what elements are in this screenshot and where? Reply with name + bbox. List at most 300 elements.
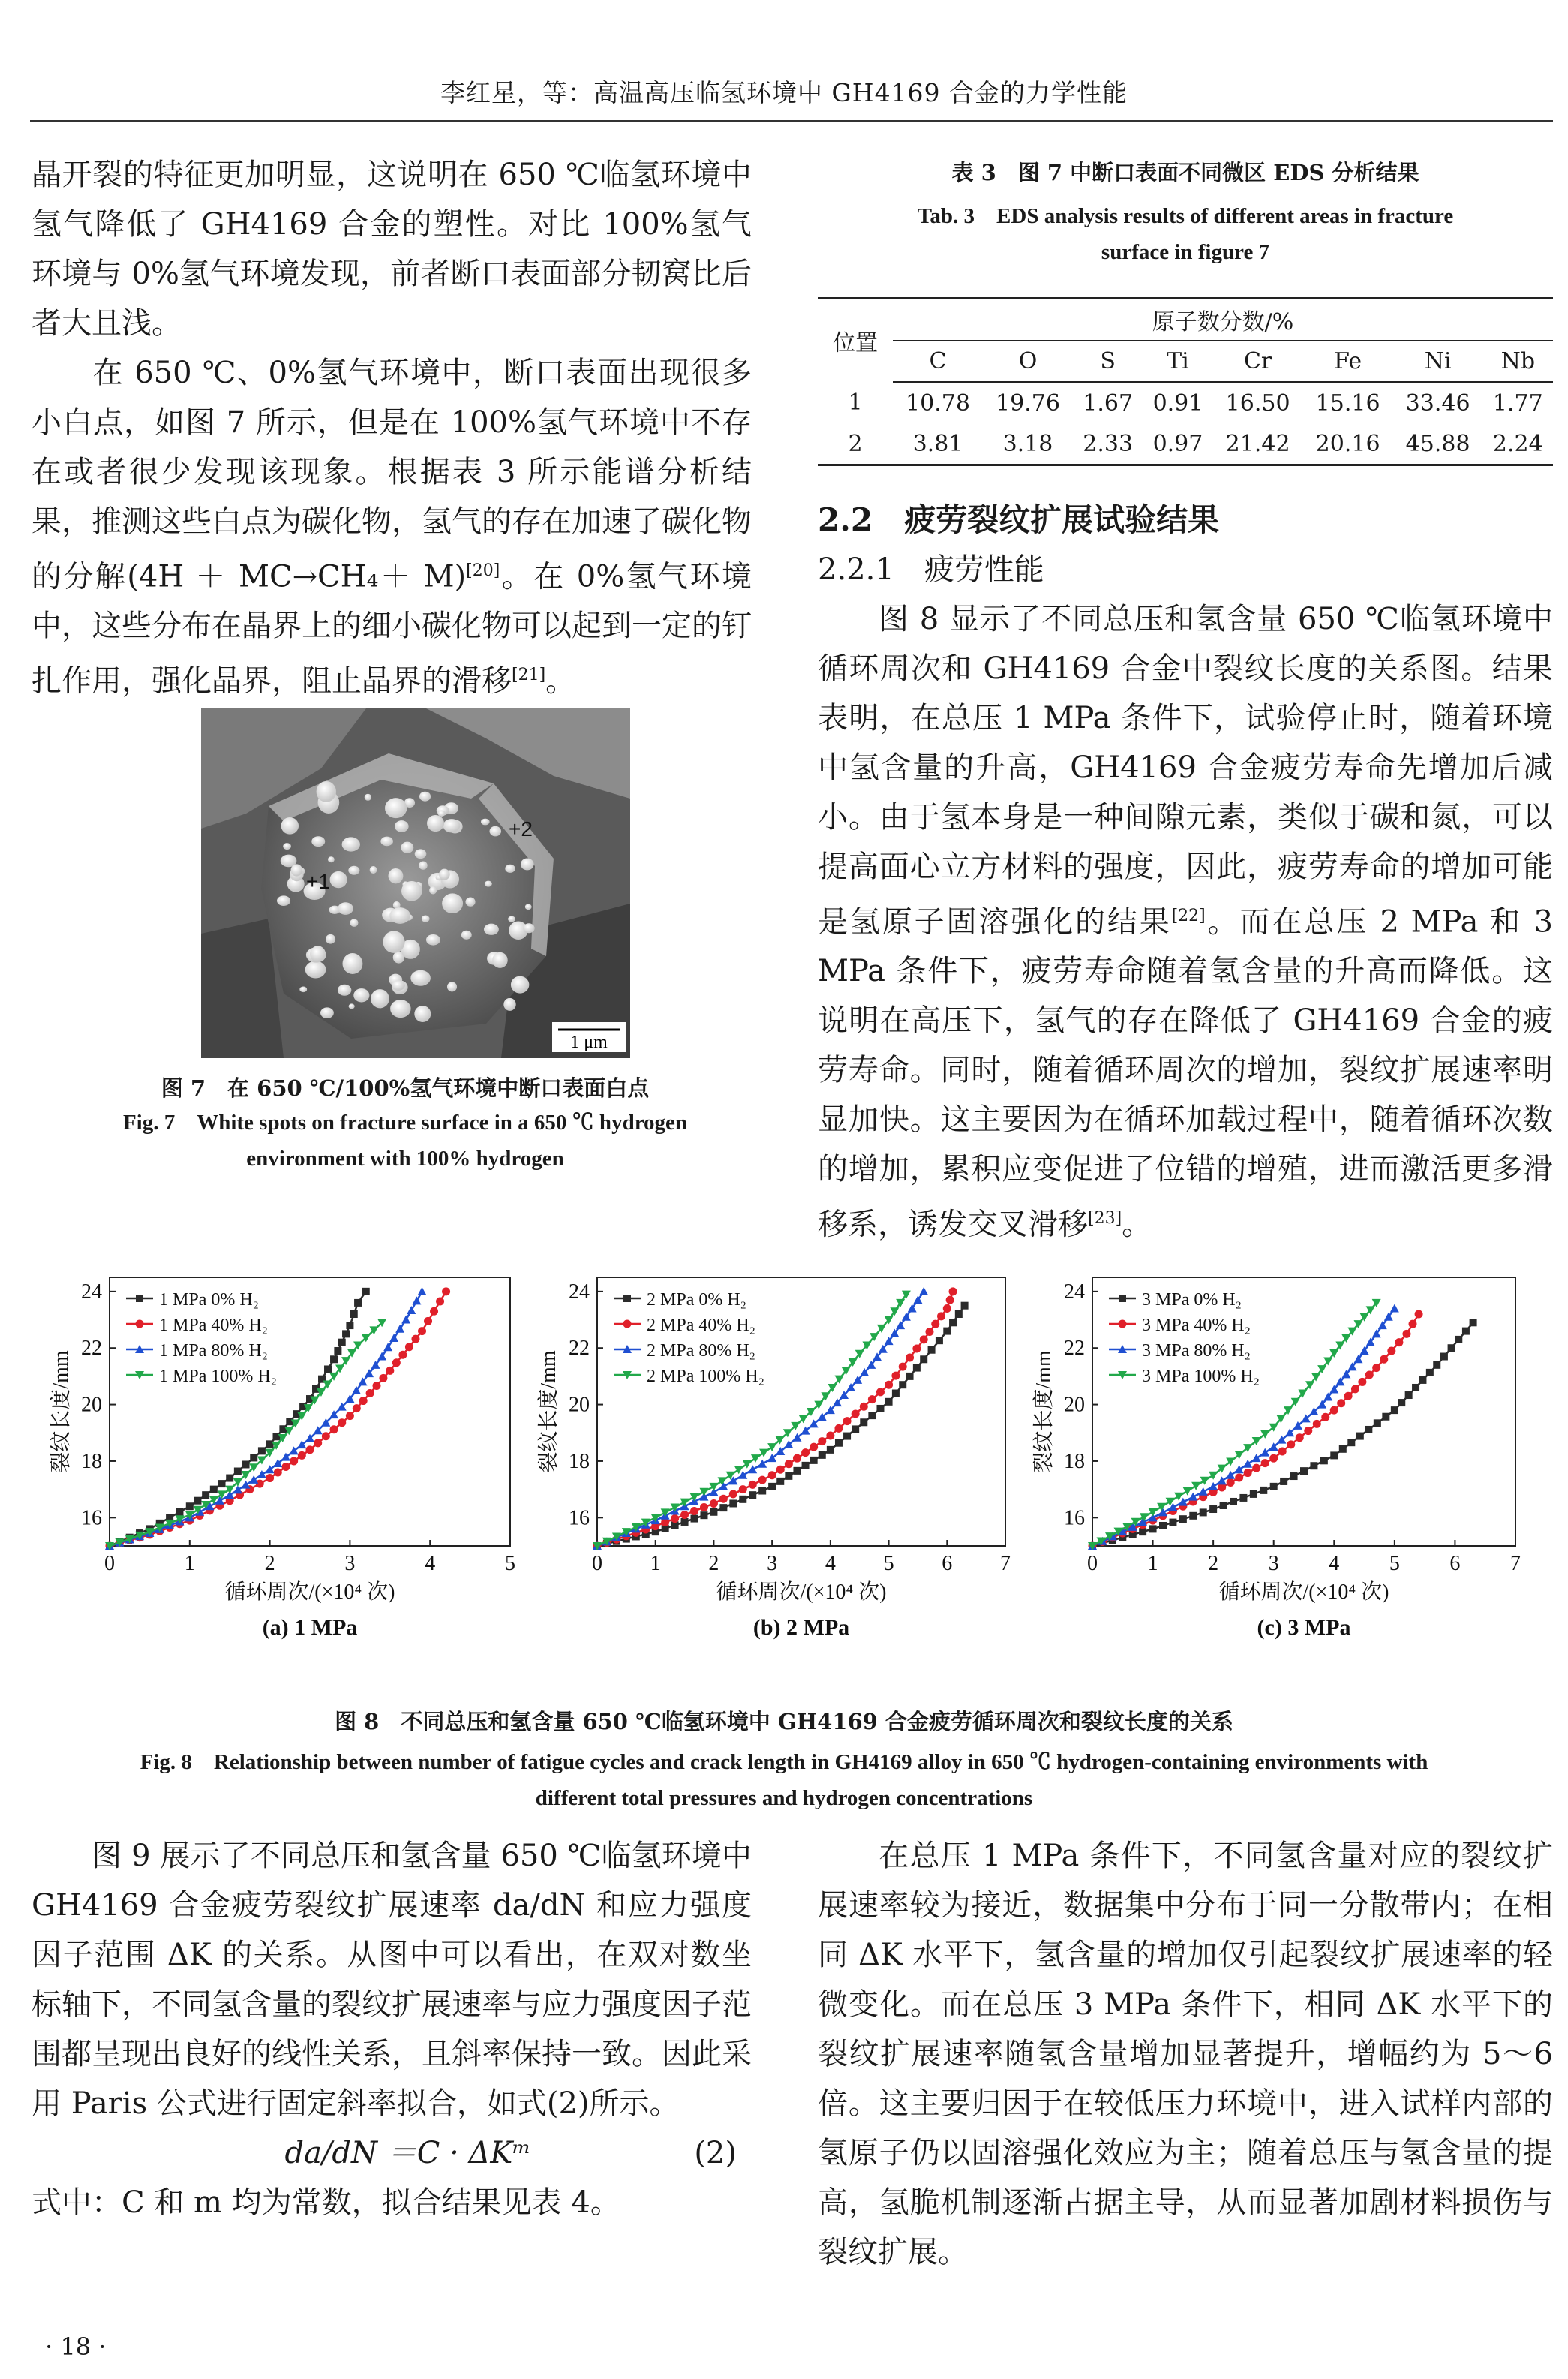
white-spot — [380, 837, 393, 847]
data-point — [242, 1460, 250, 1468]
table-cell: 10.78 — [906, 389, 970, 417]
x-tick-label: 2 — [1208, 1552, 1219, 1575]
x-tick-label: 7 — [1000, 1552, 1011, 1575]
data-point — [906, 1373, 914, 1380]
y-tick-label: 16 — [569, 1506, 590, 1530]
data-point — [1365, 1426, 1372, 1433]
data-point — [827, 1446, 834, 1454]
data-point — [1158, 1508, 1167, 1516]
white-spot — [317, 781, 337, 802]
data-point — [729, 1490, 737, 1498]
data-point — [758, 1460, 767, 1468]
data-point — [810, 1443, 818, 1451]
white-spot — [447, 982, 457, 991]
data-point — [1358, 1378, 1366, 1386]
fig7-caption-zh: 图 7 在 650 ℃/100%氢气环境中断口表面白点 — [161, 1075, 650, 1101]
data-point — [1179, 1498, 1188, 1506]
data-point — [1261, 1459, 1269, 1467]
data-point — [334, 1347, 341, 1355]
data-point — [233, 1485, 242, 1493]
data-point — [1409, 1320, 1417, 1328]
data-point — [802, 1462, 810, 1469]
data-point — [793, 1454, 801, 1463]
data-point — [719, 1482, 728, 1490]
data-point — [1119, 1295, 1126, 1302]
chart-b — [533, 1246, 1028, 1689]
data-point — [912, 1344, 921, 1352]
section-heading: 2.2 疲劳裂纹扩展试验结果 — [818, 501, 1220, 538]
table3-caption-en-2: surface in figure 7 — [1101, 240, 1270, 264]
data-point — [1310, 1462, 1317, 1469]
data-point — [1440, 1353, 1448, 1361]
position-header: 位置 — [833, 330, 878, 356]
data-point — [768, 1471, 776, 1479]
paragraph: 晶开裂的特征更加明显，这说明在 650 ℃临氢环境中氢气降低了 GH4169 合金的塑性。对比 100%氢气环境与 0%氢气环境发现，前者断口表面部分韧窝比后者大且浅。 — [32, 158, 752, 341]
data-point — [176, 1508, 183, 1516]
data-point — [362, 1288, 370, 1295]
data-point — [1159, 1522, 1167, 1529]
y-tick-label: 20 — [81, 1393, 102, 1417]
data-point — [1419, 1376, 1426, 1384]
data-point — [1287, 1440, 1295, 1448]
data-point — [1412, 1384, 1419, 1391]
data-point — [1337, 1399, 1345, 1407]
data-point — [1189, 1512, 1197, 1520]
data-point — [1235, 1465, 1244, 1473]
table-cell: 1.77 — [1492, 389, 1543, 417]
table-cell: 0.91 — [1152, 389, 1203, 417]
white-spot — [465, 898, 475, 907]
x-tick-label: 1 — [184, 1552, 195, 1575]
data-point — [1243, 1460, 1252, 1468]
data-point — [671, 1514, 679, 1523]
x-tick-label: 3 — [767, 1552, 778, 1575]
x-tick-label: 3 — [344, 1552, 356, 1575]
white-spot — [439, 869, 450, 880]
data-point — [776, 1466, 785, 1474]
data-point — [411, 1335, 419, 1343]
table-cell: 20.16 — [1303, 423, 1393, 465]
data-point — [430, 1307, 438, 1316]
right-column-top — [818, 495, 1553, 1250]
data-point — [700, 1511, 707, 1519]
data-point — [249, 1475, 258, 1484]
data-point — [324, 1365, 332, 1373]
element-header: Cr — [1213, 341, 1303, 383]
data-point — [405, 1343, 413, 1351]
data-point — [758, 1487, 766, 1495]
table-row — [818, 423, 1553, 465]
fig8-caption-en: Fig. 8 Relationship between number of fatigue cycles and crack length in GH4169 alloy in 650 ℃ hydrogen-containing environments with — [140, 1750, 1428, 1774]
data-point — [1448, 1344, 1455, 1352]
white-spot — [427, 815, 444, 832]
data-point — [1321, 1413, 1329, 1421]
data-point — [1300, 1467, 1308, 1475]
sem-image — [201, 708, 630, 1058]
data-point — [373, 1382, 381, 1390]
data-point — [1402, 1330, 1410, 1338]
sem-micrograph — [201, 708, 630, 1058]
data-point — [1239, 1494, 1247, 1502]
data-point — [1169, 1519, 1176, 1526]
scale-bar-label: 1 μm — [570, 1033, 608, 1052]
data-point — [398, 1351, 407, 1359]
x-tick-label: 0 — [104, 1552, 115, 1575]
data-point — [218, 1480, 226, 1487]
data-point — [1462, 1328, 1470, 1335]
x-tick-label: 5 — [883, 1552, 894, 1575]
white-spot — [395, 820, 409, 832]
white-spot — [353, 988, 369, 1002]
legend-label: 1 MPa 40% H₂ — [159, 1316, 269, 1335]
white-spot — [328, 856, 335, 862]
data-point — [1347, 1439, 1355, 1446]
data-point — [719, 1495, 728, 1503]
data-point — [412, 1296, 421, 1304]
data-point — [868, 1412, 876, 1419]
white-spot — [422, 915, 430, 922]
table-cell: 45.88 — [1393, 423, 1483, 465]
data-point — [234, 1468, 242, 1475]
y-tick-label: 22 — [569, 1337, 590, 1361]
table3-caption-zh: 表 3 图 7 中断口表面不同微区 EDS 分析结果 — [951, 160, 1419, 185]
white-spot — [320, 1007, 334, 1018]
data-point — [1250, 1490, 1257, 1498]
data-point — [885, 1381, 893, 1389]
fig8-caption-en-2: different total pressures and hydrogen concentrations — [535, 1786, 1033, 1810]
data-point — [1426, 1369, 1434, 1376]
data-point — [379, 1374, 387, 1382]
white-spot — [508, 916, 515, 922]
data-point — [353, 1404, 361, 1412]
data-point — [925, 1328, 933, 1336]
data-point — [1330, 1406, 1338, 1415]
table-cell: 16.50 — [1225, 389, 1290, 417]
y-tick-label: 22 — [81, 1337, 102, 1361]
equation: da/dN ＝C · ΔKᵐ — [284, 2136, 531, 2170]
page-number: · 18 · — [45, 2332, 107, 2361]
series-line — [1092, 1303, 1377, 1546]
data-point — [338, 1339, 346, 1346]
x-axis-label: 循环周次/(×10⁴ 次) — [716, 1580, 887, 1604]
data-point — [1433, 1361, 1440, 1369]
white-spot — [492, 952, 508, 968]
x-tick-label: 4 — [1329, 1552, 1340, 1575]
data-point — [1244, 1469, 1252, 1477]
data-point — [1183, 1487, 1192, 1496]
data-point — [810, 1457, 818, 1464]
table3 — [818, 297, 1553, 466]
white-spot — [330, 871, 347, 888]
data-point — [194, 1497, 201, 1505]
data-point — [386, 1367, 394, 1375]
x-tick-label: 1 — [1147, 1552, 1158, 1575]
data-point — [1220, 1502, 1227, 1509]
data-point — [749, 1491, 756, 1499]
y-tick-label: 18 — [81, 1449, 102, 1473]
data-point — [785, 1460, 793, 1468]
data-point — [1199, 1487, 1208, 1496]
data-point — [436, 1298, 444, 1306]
data-point — [258, 1447, 266, 1454]
table3-caption-en: Tab. 3 EDS analysis results of different areas in fracture — [917, 204, 1454, 228]
data-point — [281, 1463, 290, 1471]
data-point — [342, 1330, 350, 1337]
data-point — [1200, 1477, 1209, 1485]
y-tick-label: 16 — [81, 1506, 102, 1530]
data-point — [826, 1432, 834, 1440]
white-spot — [350, 919, 359, 926]
data-point — [885, 1398, 893, 1406]
element-header: S — [1073, 341, 1143, 383]
data-point — [835, 1439, 843, 1447]
data-point — [330, 1355, 338, 1363]
data-point — [937, 1312, 945, 1320]
white-spot — [401, 881, 422, 901]
white-spot — [283, 843, 291, 850]
white-spot — [461, 931, 472, 940]
data-point — [852, 1409, 860, 1418]
paragraph: 图 9 展示了不同总压和氢含量 650 ℃临氢环境中 GH4169 合金疲劳裂纹扩展速率 da/dN 和应力强度因子范围 ΔK 的关系。从图中可以看出，在双对数坐标轴下，不同氢含量的裂纹扩展速率与应力强度因子范围都呈现出良好的线性关系，且斜率保持一致。因此采用 Paris 公式进行固定斜率拟合，如式(2)所示。 — [32, 1839, 752, 2121]
legend-label: 3 MPa 100% H₂ — [1142, 1367, 1260, 1386]
data-point — [418, 1287, 427, 1295]
data-point — [691, 1515, 698, 1523]
data-point — [366, 1389, 374, 1397]
data-point — [920, 1355, 927, 1363]
white-spot — [383, 931, 404, 952]
equation-number: (2) — [694, 2136, 737, 2170]
data-point — [768, 1483, 776, 1490]
white-spot — [485, 881, 492, 887]
data-point — [242, 1481, 251, 1489]
data-point — [1230, 1498, 1237, 1505]
data-point — [943, 1304, 951, 1313]
table-cell: 2 — [818, 423, 893, 465]
white-spot — [392, 980, 405, 991]
x-tick-label: 4 — [425, 1552, 436, 1575]
data-point — [1218, 1476, 1227, 1484]
white-spot — [523, 923, 534, 933]
x-tick-label: 7 — [1510, 1552, 1521, 1575]
fig8-caption-zh: 图 8 不同总压和氢含量 650 ℃临氢环境中 GH4169 合金疲劳循环周次和裂纹长度的关系 — [335, 1709, 1233, 1734]
element-header: C — [893, 341, 983, 383]
table-cell: 0.97 — [1143, 423, 1212, 465]
white-spot — [401, 842, 413, 853]
white-spot — [426, 934, 440, 946]
y-tick-label: 16 — [1064, 1506, 1085, 1530]
data-point — [868, 1395, 876, 1403]
white-spot — [310, 946, 326, 962]
white-spot — [281, 817, 299, 835]
group-header: 原子数分数/% — [893, 299, 1553, 341]
data-point — [860, 1418, 867, 1426]
data-point — [1209, 1472, 1218, 1480]
data-point — [266, 1440, 274, 1448]
data-point — [1278, 1448, 1287, 1456]
white-spot — [365, 794, 371, 801]
x-tick-label: 5 — [505, 1552, 515, 1575]
legend-label: 3 MPa 80% H₂ — [1142, 1341, 1251, 1361]
data-point — [1380, 1355, 1388, 1364]
white-spot — [415, 849, 427, 859]
data-point — [1119, 1320, 1127, 1328]
white-spot — [481, 819, 490, 826]
data-point — [680, 1511, 689, 1519]
data-point — [892, 1390, 900, 1397]
data-point — [1415, 1310, 1423, 1318]
data-point — [1209, 1482, 1218, 1490]
white-spot — [438, 811, 446, 817]
x-axis-label: 循环周次/(×10⁴ 次) — [1218, 1580, 1389, 1604]
data-point — [719, 1504, 727, 1511]
equation-line — [32, 2128, 752, 2178]
table-row — [818, 382, 1553, 423]
white-spot — [419, 862, 427, 870]
data-point — [899, 1363, 907, 1371]
white-spot — [338, 985, 351, 996]
white-spot — [443, 819, 461, 832]
white-spot — [442, 893, 463, 913]
table-cell: 2.24 — [1483, 423, 1553, 465]
data-point — [256, 1480, 264, 1488]
data-point — [928, 1346, 936, 1354]
legend-label: 1 MPa 0% H₂ — [159, 1290, 260, 1310]
data-point — [1405, 1391, 1413, 1399]
data-point — [748, 1465, 757, 1473]
white-spot — [484, 924, 499, 935]
data-point — [843, 1433, 851, 1440]
white-spot — [342, 953, 362, 974]
chart-a — [45, 1246, 533, 1689]
citation: [21] — [512, 666, 546, 685]
legend-label: 1 MPa 100% H₂ — [159, 1367, 278, 1386]
data-point — [330, 1425, 338, 1433]
table-cell: 19.76 — [996, 389, 1060, 417]
data-point — [1387, 1346, 1395, 1355]
data-point — [1374, 1419, 1381, 1427]
data-point — [401, 1316, 410, 1324]
data-point — [1139, 1528, 1146, 1535]
data-point — [1390, 1304, 1399, 1312]
x-tick-label: 5 — [1389, 1552, 1400, 1575]
white-spot — [389, 907, 410, 924]
data-point — [936, 1337, 943, 1344]
data-point — [623, 1295, 631, 1302]
paragraph: 在总压 1 MPa 条件下，不同氢含量对应的裂纹扩展速率较为接近，数据集中分布于同一分散带内；在相同 ΔK 水平下，氢含量的增加仅引起裂纹扩展速率的轻微变化。而在总压 3 MPa 条件下，相同 ΔK 水平下的裂纹扩展速率随氢含量增加显著提升，增幅约为 5～6 倍。这主要归因于在较低压力环境中，进入试样内部的氢原子仍以固溶强化效应为主；随着总压与氢含量的提高，氢脆机制逐渐占据主导，从而显著加剧材料损伤与裂纹扩展。 — [818, 1839, 1553, 2269]
chart-c — [1028, 1246, 1538, 1689]
data-point — [354, 1299, 362, 1307]
data-point — [1270, 1483, 1278, 1490]
white-spot — [311, 836, 325, 847]
data-point — [891, 1372, 900, 1380]
data-point — [1252, 1464, 1260, 1472]
citation: [20] — [466, 561, 500, 580]
white-spot — [385, 798, 407, 818]
x-tick-label: 3 — [1268, 1552, 1279, 1575]
data-point — [899, 1381, 906, 1388]
subsection-heading: 2.2.1 疲劳性能 — [818, 552, 1044, 587]
x-tick-label: 6 — [1449, 1552, 1461, 1575]
data-point — [346, 1412, 354, 1420]
data-point — [943, 1328, 951, 1335]
data-point — [136, 1295, 143, 1302]
legend-label: 3 MPa 0% H₂ — [1142, 1290, 1242, 1310]
left-column-top — [32, 150, 752, 706]
data-point — [729, 1499, 737, 1507]
data-point — [1280, 1478, 1287, 1485]
chart-title: (c) 3 MPa — [1257, 1615, 1351, 1640]
data-point — [1157, 1503, 1166, 1511]
data-point — [1304, 1427, 1312, 1435]
x-tick-label: 2 — [708, 1552, 719, 1575]
data-point — [1269, 1454, 1278, 1463]
data-point — [1395, 1338, 1403, 1346]
data-point — [290, 1457, 298, 1465]
white-spot — [348, 866, 359, 875]
white-spot — [503, 998, 515, 1011]
data-point — [407, 1306, 416, 1314]
data-point — [1296, 1433, 1304, 1442]
data-point — [1391, 1406, 1398, 1414]
data-point — [739, 1485, 747, 1493]
white-spot — [419, 792, 431, 802]
table-cell: 3.18 — [983, 423, 1073, 465]
white-spot — [525, 904, 532, 910]
white-spot — [489, 826, 501, 837]
data-point — [1470, 1319, 1477, 1326]
data-point — [1200, 1508, 1207, 1516]
data-point — [913, 1364, 921, 1372]
y-tick-label: 20 — [569, 1393, 590, 1417]
data-point — [690, 1507, 698, 1515]
running-head: 李红星，等：高温高压临氢环境中 GH4169 合金的力学性能 — [440, 78, 1128, 107]
y-axis-label: 裂纹长度/mm — [50, 1350, 73, 1473]
table-cell: 33.46 — [1405, 389, 1470, 417]
data-point — [949, 1287, 957, 1295]
table3-caption — [818, 156, 1553, 270]
data-point — [700, 1503, 708, 1511]
data-point — [919, 1287, 928, 1295]
data-point — [346, 1322, 353, 1329]
fig7-caption-en-2: environment with 100% hydrogen — [246, 1147, 564, 1171]
x-tick-label: 6 — [942, 1552, 953, 1575]
white-spot — [371, 989, 389, 1008]
data-point — [273, 1433, 281, 1440]
data-point — [906, 1354, 914, 1362]
data-point — [834, 1424, 843, 1433]
left-column-bottom — [32, 1831, 752, 2227]
white-spot — [349, 1003, 355, 1009]
data-point — [920, 1335, 928, 1343]
legend-label: 2 MPa 80% H₂ — [647, 1341, 756, 1361]
data-point — [1209, 1505, 1217, 1513]
y-tick-label: 24 — [569, 1280, 590, 1304]
data-point — [801, 1448, 810, 1457]
data-point — [710, 1508, 717, 1516]
x-tick-label: 4 — [825, 1552, 836, 1575]
equation-note: 式中：C 和 m 均为常数，拟合结果见表 4。 — [32, 2185, 620, 2220]
data-point — [623, 1320, 632, 1328]
header-rule — [30, 120, 1553, 122]
data-point — [442, 1287, 450, 1295]
white-spot — [326, 934, 335, 944]
element-header: Nb — [1483, 341, 1553, 383]
fig8-caption — [32, 1705, 1536, 1816]
data-point — [710, 1499, 718, 1508]
data-point — [186, 1502, 194, 1510]
white-spot — [277, 895, 290, 906]
table-cell: 15.16 — [1315, 389, 1380, 417]
